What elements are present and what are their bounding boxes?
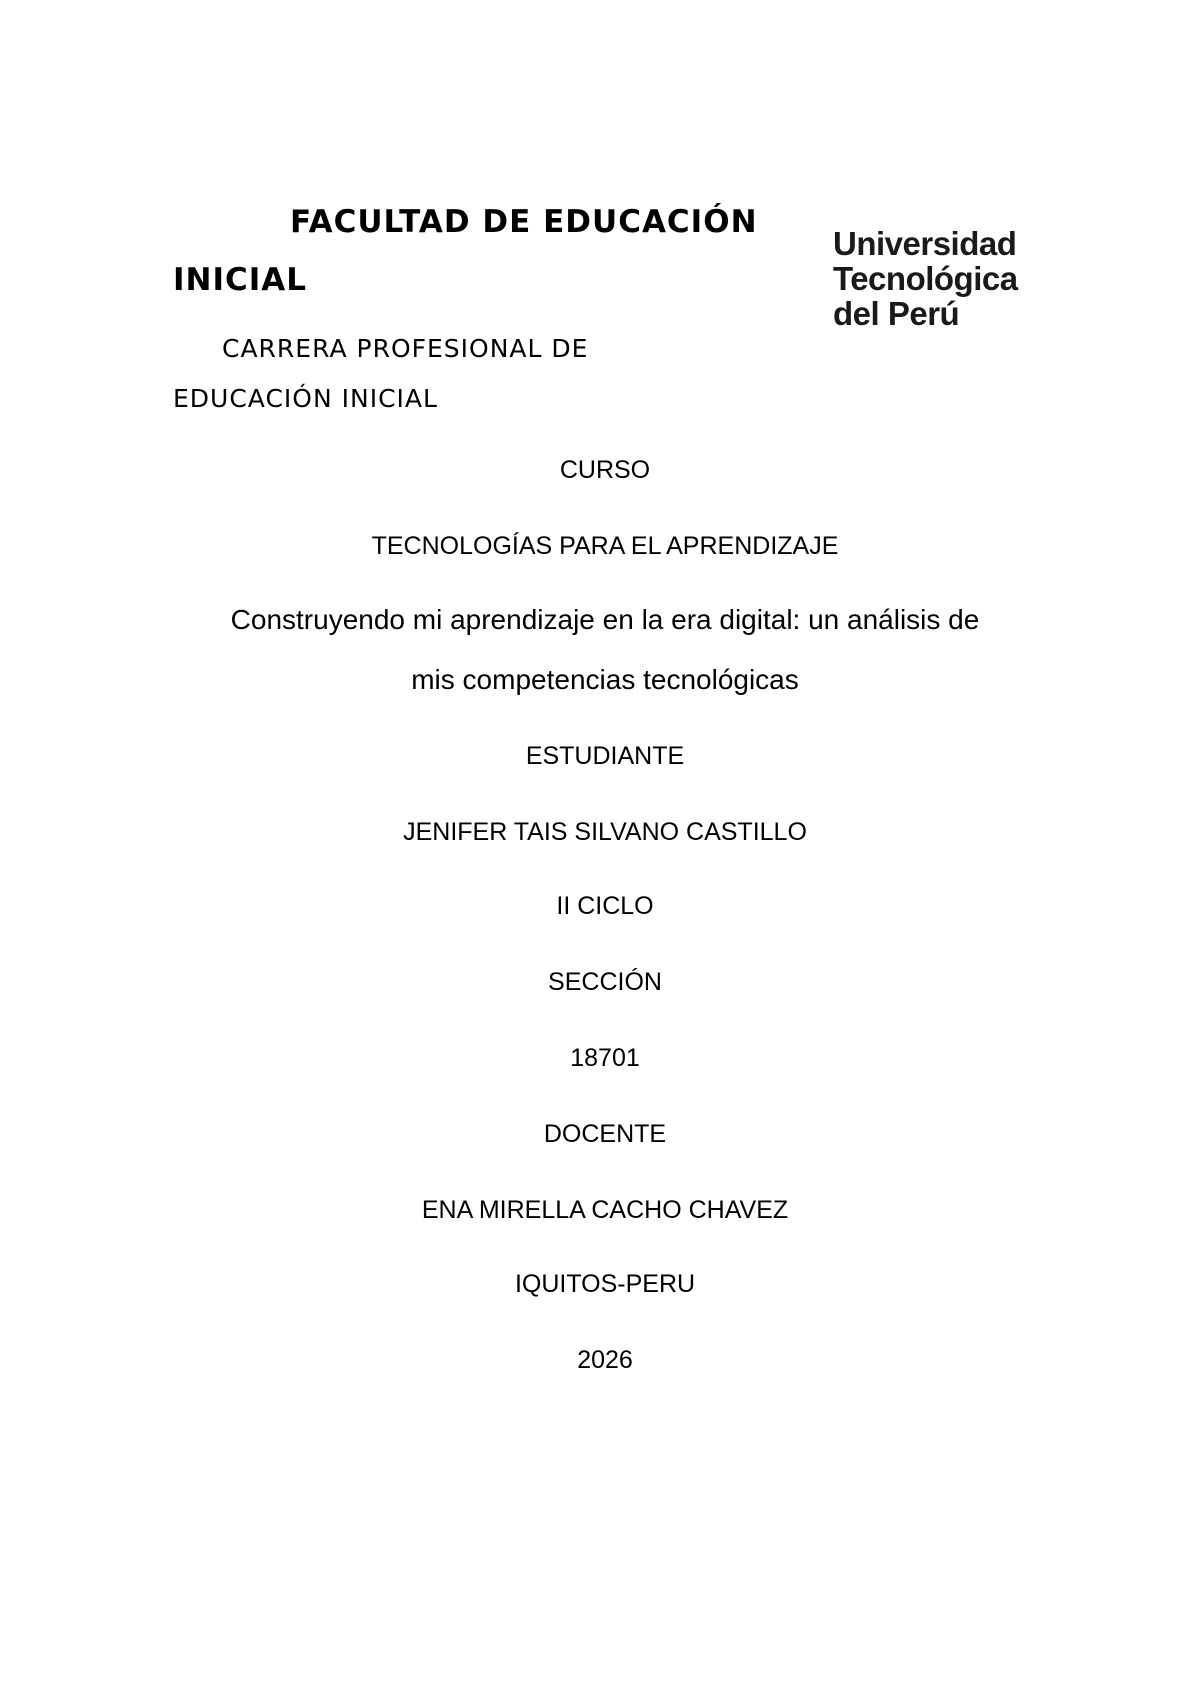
- work-title-line2: mis competencias tecnológicas: [411, 664, 799, 695]
- location: IQUITOS-PERU: [514, 1270, 696, 1298]
- faculty-title-line2: INICIAL: [173, 262, 308, 298]
- work-title-line1: Construyendo mi aprendizaje en la era digital: un análisis de: [230, 604, 980, 635]
- career-title-line1: CARRERA PROFESIONAL DE: [222, 334, 589, 363]
- teacher-name: ENA MIRELLA CACHO CHAVEZ: [421, 1196, 789, 1224]
- logo-line3: del Perú: [833, 295, 960, 331]
- course-label: CURSO: [559, 456, 651, 484]
- teacher-label: DOCENTE: [543, 1120, 667, 1148]
- course-name: TECNOLOGÍAS PARA EL APRENDIZAJE: [371, 532, 839, 560]
- student-label: ESTUDIANTE: [525, 742, 685, 770]
- faculty-title-line1: FACULTAD DE EDUCACIÓN: [290, 204, 758, 240]
- logo-line1: Universidad: [833, 226, 1017, 262]
- career-title-line2: EDUCACIÓN INICIAL: [173, 384, 438, 413]
- student-name: JENIFER TAIS SILVANO CASTILLO: [403, 818, 807, 846]
- section-label: SECCIÓN: [548, 968, 662, 996]
- logo-line2: Tecnológica: [833, 260, 1018, 297]
- year: 2026: [577, 1346, 633, 1374]
- cycle: II CICLO: [556, 892, 654, 920]
- section-number: 18701: [570, 1044, 640, 1072]
- university-logo: [833, 226, 1119, 331]
